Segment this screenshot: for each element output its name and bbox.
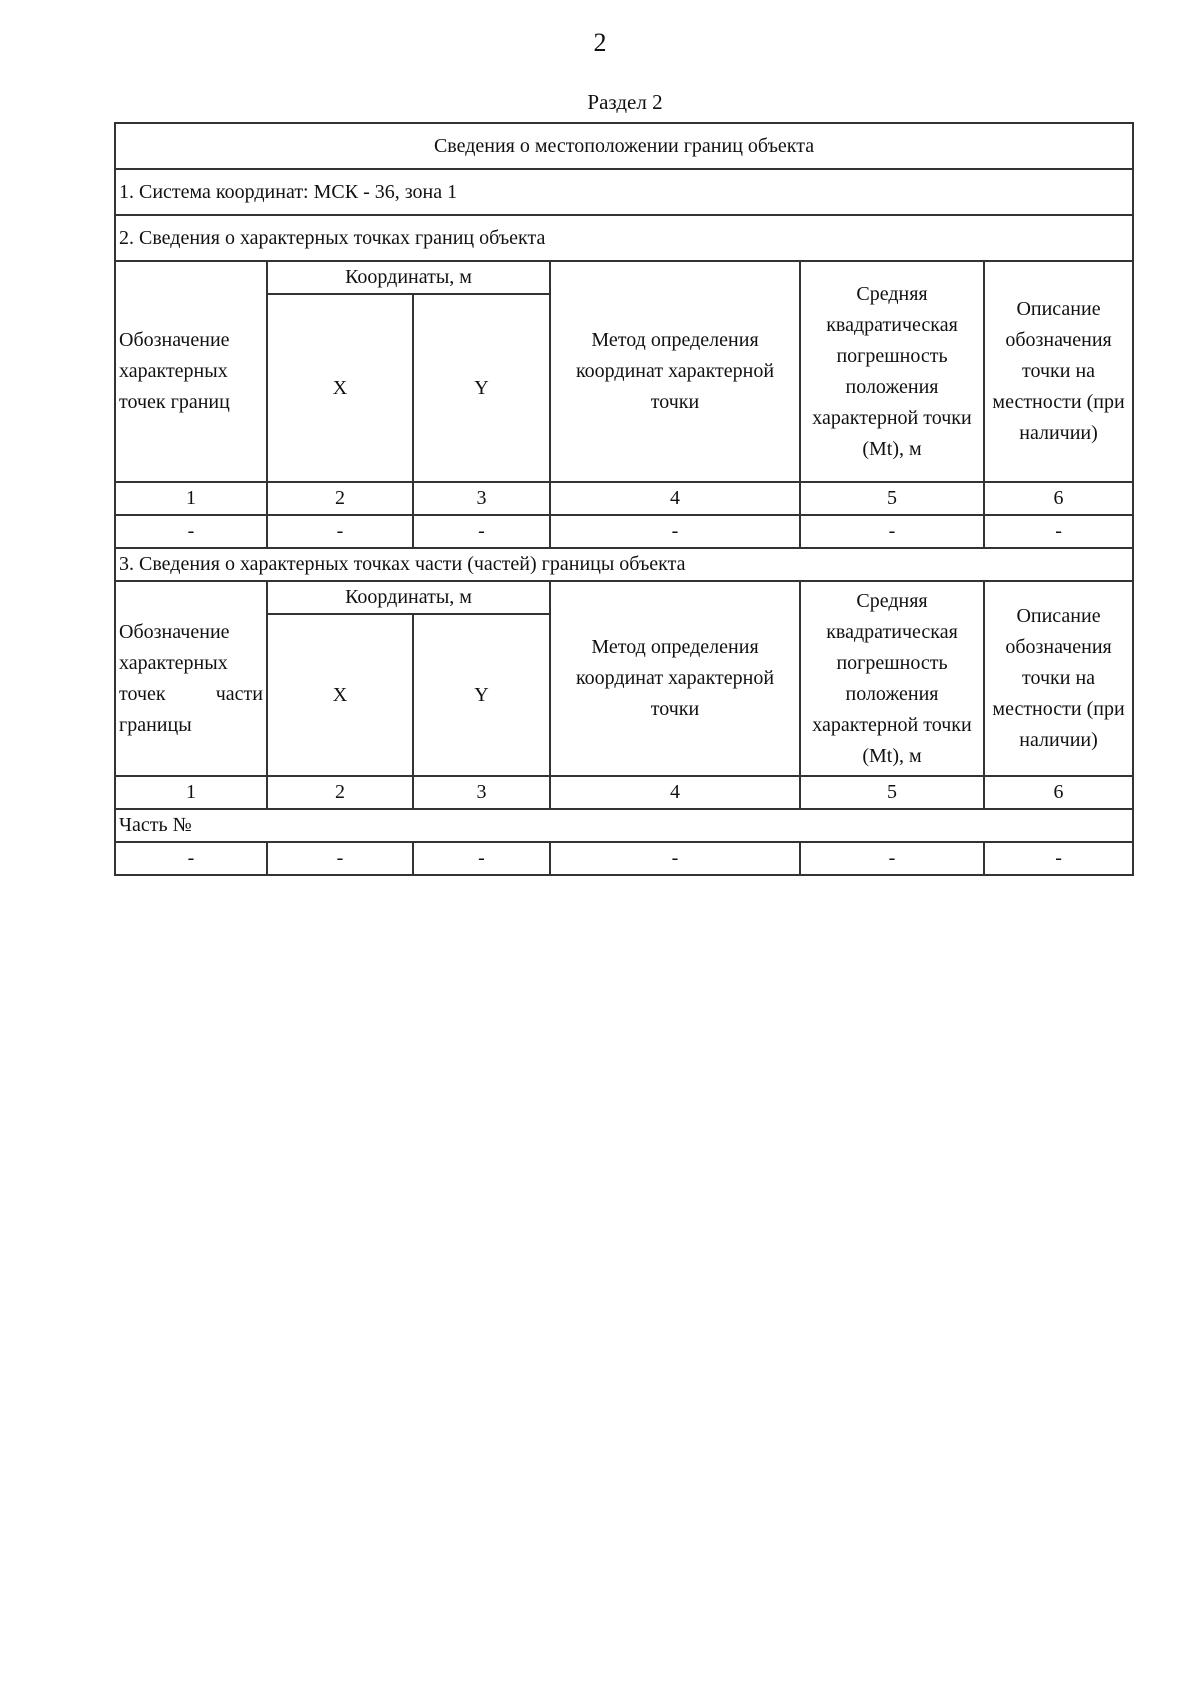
block2-col-description: Описание обозначения точки на местности (при наличии) [984,261,1133,482]
block3-col-x: X [267,614,413,776]
table-cell: 3 [413,482,550,515]
table-cell: - [267,842,413,875]
block2-col-coords: Координаты, м [267,261,550,294]
boundary-table [114,122,1134,876]
table-cell: - [984,515,1133,548]
table-cell: 5 [800,776,984,809]
table-cell: - [550,515,800,548]
block3-col-y: Y [413,614,550,776]
block2-col-error: Средняя квадратическая погрешность положения характерной точки (Mt), м [800,261,984,482]
block3-col-error: Средняя квадратическая погрешность положения характерной точки (Mt), м [800,581,984,776]
coord-system-row: 1. Система координат: МСК - 36, зона 1 [115,169,1133,215]
block2-number-row [115,482,1133,515]
table-cell: - [413,515,550,548]
table-cell: 3 [413,776,550,809]
table-cell: - [267,515,413,548]
block3-data-row [115,842,1133,875]
table-cell: - [550,842,800,875]
table-cell: 5 [800,482,984,515]
table-cell: - [800,842,984,875]
block2-col-designation: Обозначение характерных точек границ [115,261,267,482]
block3-part-label: Часть № [115,809,1133,842]
table-cell: 6 [984,482,1133,515]
block3-col-coords: Координаты, м [267,581,550,614]
block2-data-row [115,515,1133,548]
table-cell: 1 [115,482,267,515]
block3-col-description: Описание обозначения точки на местности (при наличии) [984,581,1133,776]
table-cell: 4 [550,776,800,809]
page-number: 2 [593,28,607,57]
table-cell: - [800,515,984,548]
table-cell: - [984,842,1133,875]
table-cell: 1 [115,776,267,809]
block3-designation-line: границы [119,713,192,736]
section-title: Раздел 2 [587,90,663,114]
table-cell: - [413,842,550,875]
table-cell: 4 [550,482,800,515]
table-cell: 6 [984,776,1133,809]
block3-col-method: Метод определения координат характерной точки [550,581,800,776]
table-cell: 2 [267,482,413,515]
block3-heading: 3. Сведения о характерных точках части (частей) границы объекта [115,548,1133,581]
table-cell: 2 [267,776,413,809]
block3-designation-line: Обозначение [119,620,230,643]
block3-number-row [115,776,1133,809]
table-cell: - [115,515,267,548]
block2-heading: 2. Сведения о характерных точках границ объекта [115,215,1133,261]
block2-col-y: Y [413,294,550,482]
block3-designation-line: точек части [119,682,263,705]
block2-col-x: X [267,294,413,482]
block3-designation-line: характерных [119,651,228,674]
block2-col-method: Метод определения координат характерной точки [550,261,800,482]
table-title: Сведения о местоположении границ объекта [115,123,1133,169]
block3-col-designation [115,581,267,776]
table-cell: - [115,842,267,875]
